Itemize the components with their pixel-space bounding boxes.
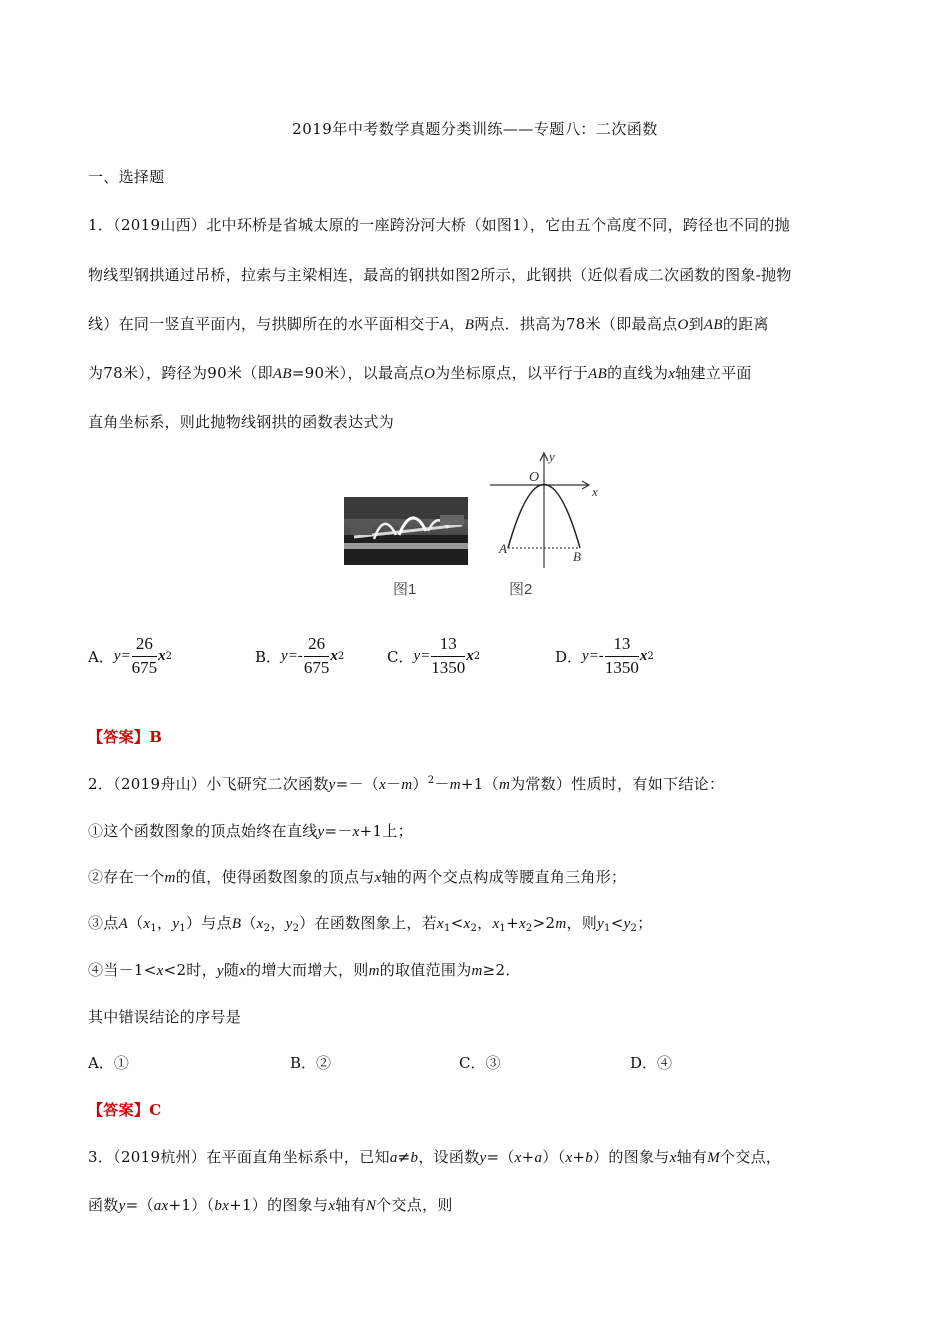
q3-line1: 3．（2019杭州）在平面直角坐标系中，已知a≠b，设函数y=（x+a）（x+b）的图象与x轴有M个交点， [88,1148,782,1166]
q2-option-d[interactable]: D．④ [630,1054,673,1072]
q2-option-b[interactable]: B．② [290,1054,332,1072]
section-heading: 一、选择题 [88,168,165,186]
figure2-caption: 图2 [509,581,533,598]
q2-statement-3: ③点$A(x_1$，$y_1$）与点$B(x_2$，$y_2$）在函数图象上，若$x_1<x_2$，$x_1+x_2>2m$，则$y_1<y_2$； [88,914,653,934]
figure1-caption: 图1 [393,581,417,598]
page-title: 2019年中考数学真题分类训练——专题八：二次函数 [292,120,658,138]
q2-option-c[interactable]: C．③ [459,1054,501,1072]
q2-statement-4: ④当－1<x<2时，y随x的增大而增大，则m的取值范围为m≥2． [88,961,521,979]
q2-line1: 2．（2019舟山）小飞研究二次函数$y=-(x-m)^2-m+1(m$为常数）性质时，有如下结论： [88,775,725,793]
q1-option-d[interactable]: D． y=- $\frac{13}{1350}$ x 2 [555,634,654,677]
q1-line1: 1．（2019山西）北中环桥是省城太原的一座跨汾河大桥（如图1），它由五个高度不同，跨径也不同的抛 [88,216,790,234]
bridge-photo [344,497,468,565]
q1-answer: 【答案】B [88,728,163,746]
q1-line5: 直角坐标系，则此抛物线钢拱的函数表达式为 [88,413,395,431]
q2-statement-2: ②存在一个m的值，使得函数图象的顶点与x轴的两个交点构成等腰直角三角形； [88,868,627,886]
q2-answer: 【答案】C [88,1101,162,1119]
q2-option-a[interactable]: A．① [88,1054,129,1072]
parabola-graph [488,450,606,572]
x-label: x [592,484,598,499]
point-a-label: A [499,541,507,556]
q1-option-b[interactable]: B． y=- $\frac{26}{675}$ x 2 [255,634,345,677]
y-label: y [549,450,555,464]
q3-line2: 函数y=（ax+1）（bx+1）的图象与x轴有N个交点，则 [88,1196,453,1214]
q1-line3: 线）在同一竖直平面内，与拱脚所在的水平面相交于A，B两点．拱高为78米（即最高点O到AB的距离 [88,315,769,333]
q1-option-c[interactable]: C． y= $\frac{13}{1350}$ x 2 [387,634,481,677]
q1-line2: 物线型钢拱通过吊桥，拉索与主梁相连，最高的钢拱如图2所示，此钢拱（近似看成二次函数的图象-抛物 [88,266,792,284]
q1-option-a[interactable]: A． y= $\frac{26}{675}$ x 2 [88,634,172,677]
q2-question: 其中错误结论的序号是 [88,1008,242,1026]
q2-statement-1: ①这个函数图象的顶点始终在直线y=－x+1上； [88,822,413,840]
point-b-label: B [573,549,581,564]
q1-line4: 为78米），跨径为90米（即AB=90米），以最高点O为坐标原点，以平行于AB的直线为x轴建立平面 [88,364,752,382]
origin-label: O [529,470,540,485]
